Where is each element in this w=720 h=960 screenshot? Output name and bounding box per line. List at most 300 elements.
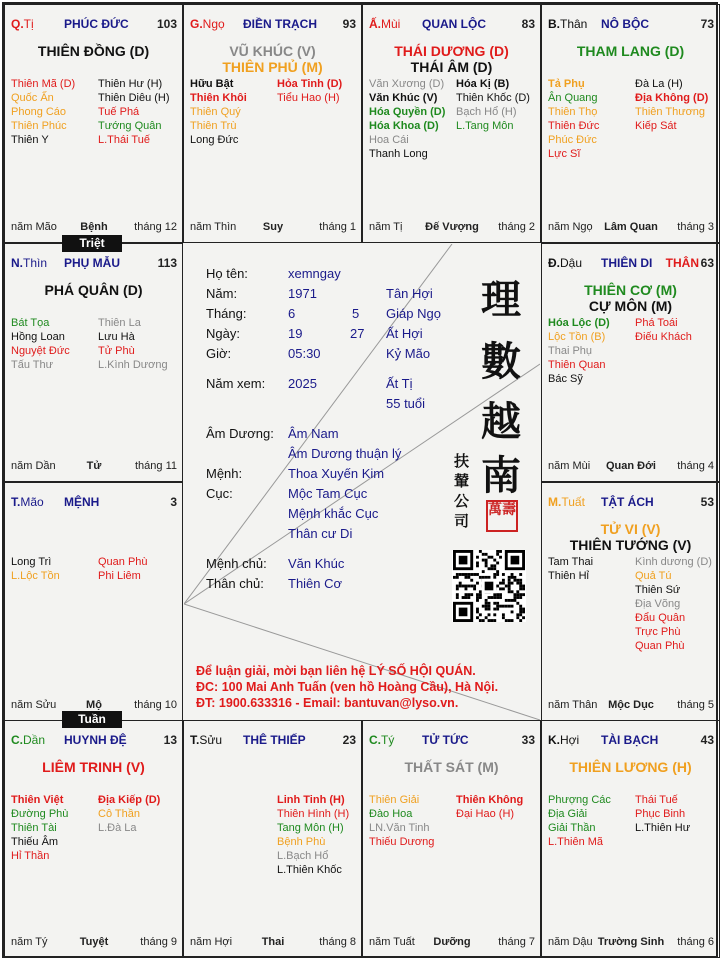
major-star: VŨ KHÚC (V): [229, 43, 316, 59]
minor-star: Thiên Không: [456, 794, 524, 806]
palace-month: tháng 2: [498, 221, 535, 233]
minor-star: Hóa Khoa (D): [369, 120, 439, 132]
palace-header: [369, 733, 535, 749]
minor-star: Bệnh Phù: [277, 836, 326, 848]
palace-name: QUAN LỘC: [422, 17, 486, 31]
palace-header: [548, 733, 714, 749]
palace-footer: [190, 221, 356, 235]
palace-year: năm Thìn: [190, 221, 237, 233]
palace-footer: [11, 460, 177, 474]
earthly-branch: Thìn: [23, 256, 48, 270]
yin-yang-label: Âm Dương:: [206, 426, 274, 441]
view-year-label: Năm xem:: [206, 376, 266, 391]
body-lord-value: Thiên Cơ: [288, 576, 343, 591]
minor-star: Hóa Kị (B): [456, 78, 510, 90]
horoscope-chart: [2, 2, 718, 958]
palace-month: tháng 4: [677, 460, 714, 472]
palace-name: HUYNH ĐỆ: [64, 733, 127, 747]
earthly-branch: Tuất: [561, 495, 585, 509]
minor-star: Điếu Khách: [635, 331, 692, 343]
minor-star: Thiên Hư (H): [98, 78, 163, 90]
heavenly-stem: C.: [369, 733, 381, 747]
minor-star: L.Thiên Hư: [635, 822, 691, 834]
minor-star: L.Bạch Hổ: [277, 850, 329, 862]
earthly-branch: Mão: [20, 495, 44, 509]
earthly-branch: Mùi: [381, 17, 401, 31]
major-star: THIÊN TƯỚNG (V): [569, 537, 692, 553]
life-phase: Lâm Quan: [604, 221, 658, 233]
palace-footer: [11, 221, 177, 235]
minor-star: Văn Xương (D): [369, 78, 445, 90]
minor-star: L.Lộc Tồn: [11, 570, 60, 582]
major-star: CỰ MÔN (M): [588, 298, 673, 314]
minor-star: Hóa Lộc (D): [548, 317, 610, 329]
destiny-lord-value: Văn Khúc: [288, 556, 345, 571]
minor-star: L.Thiên Mã: [548, 836, 604, 848]
major-star: THIÊN CƠ (M): [584, 282, 677, 298]
month-solar: 6: [288, 306, 296, 321]
minor-star: Phi Liêm: [98, 570, 141, 582]
month-lunar: Giáp Ngọ: [386, 306, 441, 321]
palace-header: [548, 17, 714, 33]
minor-star: Hỉ Thần: [11, 850, 50, 862]
palace-name: TẬT ÁCH: [601, 495, 654, 509]
minor-star: Thiên Hỉ: [548, 570, 589, 582]
minor-star: Địa Võng: [635, 598, 681, 610]
day-label: Ngày:: [206, 326, 240, 341]
palace-age-number: 53: [700, 495, 714, 509]
minor-stars-right: [635, 77, 708, 133]
palace-age-number: 73: [700, 17, 714, 31]
palace-year: năm Tý: [11, 936, 48, 948]
life-phase: Tuyệt: [79, 936, 109, 948]
earthly-branch: Tị: [23, 17, 34, 31]
bureau-label: Cục:: [206, 486, 233, 501]
bureau-value: Mộc Tam Cục: [288, 486, 368, 501]
palace-dau[interactable]: [541, 243, 720, 482]
minor-star: Nguyệt Đức: [11, 345, 70, 357]
palace-age-number: 43: [700, 733, 714, 747]
triet-tag: Triệt: [62, 235, 122, 252]
minor-star: Đẩu Quân: [635, 612, 686, 624]
major-star: THIÊN ĐỒNG (D): [37, 43, 150, 59]
minor-stars-left: [11, 77, 75, 147]
palace-hoi[interactable]: [541, 720, 720, 958]
minor-star: Tiểu Hao (H): [277, 92, 340, 104]
palace-footer: [548, 699, 714, 713]
palace-age-number: 63: [700, 256, 714, 270]
palace-age-number: 83: [521, 17, 535, 31]
minor-star: Văn Khúc (V): [369, 92, 438, 104]
minor-star: Kình dương (D): [635, 556, 712, 568]
palace-header: [190, 733, 356, 749]
minor-star: Long Đức: [190, 134, 239, 146]
minor-star: Quan Phù: [635, 640, 685, 652]
major-star: THẤT SÁT (M): [404, 759, 499, 775]
minor-stars-right: [635, 793, 690, 835]
heavenly-stem: Ấ.: [369, 17, 381, 31]
minor-star: Thiên Diêu (H): [98, 92, 170, 104]
minor-star: Giải Thần: [548, 822, 596, 834]
minor-star: Bát Tọa: [11, 317, 50, 329]
minor-star: Địa Giải: [548, 808, 588, 820]
hour-lunar: Kỷ Mão: [386, 346, 431, 361]
minor-stars-right: [635, 555, 712, 653]
palace-year: năm Dần: [11, 460, 56, 472]
palace-header: [11, 495, 177, 511]
body-lord-label: Thân chủ:: [206, 576, 264, 591]
minor-star: L.Kình Dương: [98, 359, 168, 371]
palace-header: [190, 17, 356, 33]
day-lunar: Ất Hợi: [386, 326, 423, 341]
age-value: 55 tuổi: [386, 396, 426, 411]
minor-star: Bác Sỹ: [548, 373, 583, 385]
minor-star: Tuế Phá: [98, 106, 140, 118]
minor-stars-left: [369, 77, 445, 161]
minor-star: Thiên Quan: [548, 359, 606, 371]
minor-star: Hoa Cái: [369, 134, 409, 146]
red-seal-stamp: 萬壽: [486, 500, 518, 532]
palace-name: TÀI BẠCH: [601, 733, 659, 747]
minor-star: Đào Hoa: [369, 808, 413, 820]
minor-star: Thiên Y: [11, 134, 49, 146]
minor-star: Tử Phù: [98, 345, 135, 357]
minor-star: Hỏa Tinh (D): [277, 78, 343, 90]
minor-star: Quả Tú: [635, 570, 672, 582]
palace-month: tháng 3: [677, 221, 714, 233]
palace-thin[interactable]: [4, 243, 183, 482]
month-lunar-number: 5: [352, 306, 360, 321]
minor-star: Thanh Long: [369, 148, 428, 160]
palace-year: năm Ngọ: [548, 221, 593, 233]
minor-star: Thiên Mã (D): [11, 78, 76, 90]
minor-star: Lưu Hà: [98, 331, 135, 343]
palace-stem-branch: [369, 733, 394, 747]
minor-stars-right: [456, 77, 530, 133]
major-star: THÁI DƯƠNG (D): [394, 43, 509, 59]
earthly-branch: Tý: [381, 733, 395, 747]
palace-name: THÊ THIẾP: [243, 733, 306, 747]
palace-year: năm Sửu: [11, 699, 57, 711]
year-solar: 1971: [288, 286, 317, 301]
minor-stars-right: [277, 793, 349, 877]
palace-header: [11, 733, 177, 749]
side-calligraphy-3: 公: [454, 492, 470, 510]
minor-star: Ân Quang: [548, 92, 598, 104]
month-label: Tháng:: [206, 306, 247, 321]
life-phase: Dưỡng: [433, 936, 471, 948]
minor-star: Tả Phụ: [548, 78, 585, 90]
minor-star: Phục Binh: [635, 808, 686, 820]
palace-month: tháng 5: [677, 699, 714, 711]
palace-age-number: 3: [170, 495, 177, 509]
phone-email-note: ĐT: 1900.633316 - Email: bantuvan@lyso.vn.: [196, 696, 459, 710]
palace-mao[interactable]: [4, 482, 183, 721]
hour-label: Giờ:: [206, 346, 232, 361]
palace-year: năm Tị: [369, 221, 403, 233]
side-calligraphy-4: 司: [454, 512, 470, 530]
day-solar: 19: [288, 326, 303, 341]
major-star: TỬ VI (V): [600, 521, 661, 537]
heavenly-stem: Q.: [11, 17, 24, 31]
minor-star: Hữu Bật: [190, 78, 234, 90]
destiny-label: Mệnh:: [206, 466, 243, 481]
minor-star: Thai Phụ: [548, 345, 593, 357]
minor-star: Đại Hao (H): [456, 808, 515, 820]
palace-year: năm Hợi: [190, 936, 233, 948]
minor-stars-left: [548, 316, 610, 386]
calligraphy-char-3: 越: [481, 398, 521, 445]
calligraphy-char-1: 理: [481, 276, 521, 323]
palace-age-number: 93: [342, 17, 356, 31]
qr-code-icon[interactable]: [452, 550, 526, 622]
minor-star: Hóa Quyền (D): [369, 106, 446, 118]
minor-star: Thiên Đức: [548, 120, 600, 132]
minor-star: Thiên Giải: [369, 794, 420, 806]
minor-star: Thiên Việt: [11, 794, 64, 806]
minor-star: L.Thiên Khốc: [277, 864, 342, 876]
palace-name: THIÊN DI: [601, 256, 653, 270]
minor-star: Bạch Hổ (H): [456, 106, 517, 118]
body-location: Thân cư Di: [288, 526, 353, 541]
calligraphy-char-2: 數: [481, 338, 521, 385]
minor-stars-right: [98, 316, 168, 372]
palace-header: [11, 17, 177, 33]
earthly-branch: Thân: [560, 17, 588, 31]
palace-footer: [11, 936, 177, 950]
minor-star: Thiên Thọ: [548, 106, 598, 118]
heavenly-stem: T.: [11, 495, 21, 509]
view-year-lunar: Ất Tị: [386, 376, 413, 391]
heavenly-stem: C.: [11, 733, 23, 747]
palace-month: tháng 12: [134, 221, 177, 233]
side-calligraphy-2: 輦: [454, 472, 470, 490]
minor-star: Long Trì: [11, 556, 52, 568]
palace-stem-branch: [548, 256, 582, 270]
palace-tuat[interactable]: [541, 482, 720, 721]
palace-month: tháng 6: [677, 936, 714, 948]
view-year-value: 2025: [288, 376, 317, 391]
palace-year: năm Mão: [11, 221, 57, 233]
life-phase: Thai: [261, 936, 285, 948]
palace-month: tháng 8: [319, 936, 356, 948]
heavenly-stem: M.: [548, 495, 562, 509]
palace-name: PHÚC ĐỨC: [64, 17, 129, 31]
palace-month: tháng 10: [134, 699, 177, 711]
palace-stem-branch: [11, 256, 47, 270]
life-phase: Mộc Dục: [608, 699, 654, 711]
palace-footer: [369, 221, 535, 235]
palace-stem-branch: [11, 17, 34, 31]
minor-star: Thiên Thương: [635, 106, 706, 118]
palace-than[interactable]: [541, 4, 720, 243]
palace-header: [11, 256, 177, 272]
minor-star: Trực Phù: [635, 626, 681, 638]
side-calligraphy-1: 扶: [454, 452, 470, 470]
minor-star: Phong Cáo: [11, 106, 67, 118]
minor-star: L.Thái Tuế: [98, 134, 150, 146]
minor-star: Linh Tinh (H): [277, 794, 345, 806]
palace-year: năm Thân: [548, 699, 598, 711]
palace-month: tháng 1: [319, 221, 356, 233]
minor-star: L.Tang Môn: [456, 120, 514, 132]
palace-stem-branch: [548, 733, 579, 747]
minor-star: Cô Thần: [98, 808, 140, 820]
palace-dan[interactable]: [4, 720, 183, 958]
palace-month: tháng 11: [134, 460, 177, 472]
minor-star: L.Đà La: [98, 822, 137, 834]
palace-year: năm Tuất: [369, 936, 415, 948]
palace-header: [369, 17, 535, 33]
minor-stars-right: [635, 316, 692, 344]
minor-star: Lực Sĩ: [548, 148, 581, 160]
minor-star: Tấu Thư: [11, 359, 54, 371]
year-lunar: Tân Hợi: [386, 286, 433, 301]
palace-name: ĐIỀN TRẠCH: [243, 17, 317, 31]
minor-stars-right: [456, 793, 523, 821]
life-phase: Mộ: [86, 699, 102, 711]
palace-month: tháng 7: [498, 936, 535, 948]
palace-ty-bottom[interactable]: [362, 720, 541, 958]
palace-stem-branch: [369, 17, 400, 31]
life-phase: Bệnh: [80, 221, 108, 233]
yin-yang-note: Âm Dương thuận lý: [288, 446, 402, 461]
major-star: THIÊN LƯƠNG (H): [569, 759, 692, 775]
body-palace-marker: THÂN: [665, 256, 699, 270]
center-info-panel: [184, 244, 540, 720]
life-phase: Quan Đới: [606, 460, 656, 472]
minor-star: Thiếu Dương: [369, 836, 435, 848]
bureau-relation: Mệnh khắc Cục: [288, 506, 379, 521]
palace-suu[interactable]: [183, 720, 362, 958]
palace-ty-top[interactable]: [4, 4, 183, 243]
palace-stem-branch: [11, 733, 45, 747]
palace-footer: [369, 936, 535, 950]
palace-mui[interactable]: [362, 4, 541, 243]
minor-star: Thiếu Âm: [11, 836, 59, 848]
minor-star: Thiên Tài: [11, 822, 57, 834]
minor-stars-left: [548, 793, 611, 849]
palace-year: năm Dậu: [548, 936, 593, 948]
earthly-branch: Sửu: [199, 733, 223, 747]
palace-footer: [190, 936, 356, 950]
heavenly-stem: T.: [190, 733, 200, 747]
palace-stem-branch: [190, 733, 222, 747]
destiny-value: Thoa Xuyến Kim: [288, 466, 385, 481]
palace-name: TỬ TỨC: [422, 733, 469, 747]
heavenly-stem: K.: [548, 733, 560, 747]
minor-stars-left: [190, 77, 247, 147]
minor-star: Thiên Sứ: [635, 584, 681, 596]
palace-stem-branch: [190, 17, 225, 31]
year-label: Năm:: [206, 286, 238, 301]
address-note: ĐC: 100 Mai Anh Tuấn (ven hồ Hoàng Cầu), Hà Nội.: [196, 680, 499, 694]
minor-stars-right: [98, 793, 160, 835]
heavenly-stem: N.: [11, 256, 23, 270]
minor-star: Thiên La: [98, 317, 141, 329]
palace-stem-branch: [548, 495, 585, 509]
hour-value: 05:30: [288, 346, 321, 361]
palace-age-number: 23: [342, 733, 356, 747]
palace-footer: [548, 936, 714, 950]
minor-stars-right: [277, 77, 342, 105]
palace-ngo[interactable]: [183, 4, 362, 243]
minor-star: Kiếp Sát: [635, 120, 677, 132]
palace-name: MỆNH: [64, 495, 100, 509]
minor-star: Thiên Khôi: [190, 92, 247, 104]
earthly-branch: Ngọ: [202, 17, 225, 31]
life-phase: Đế Vượng: [425, 221, 479, 233]
palace-name: NÔ BỘC: [601, 17, 649, 31]
life-phase: Suy: [262, 221, 284, 233]
minor-stars-left: [11, 555, 60, 583]
tuan-tag: Tuần: [62, 711, 122, 728]
palace-stem-branch: [548, 17, 587, 31]
palace-name: PHỤ MẪU: [64, 256, 120, 270]
minor-star: Lộc Tồn (B): [548, 331, 606, 343]
minor-star: Địa Không (D): [635, 92, 709, 104]
palace-footer: [548, 221, 714, 235]
calligraphy-char-4: 南: [481, 452, 521, 499]
major-star: THÁI ÂM (D): [410, 59, 493, 75]
minor-stars-left: [369, 793, 434, 849]
major-star: THAM LANG (D): [576, 43, 685, 59]
minor-star: Phượng Các: [548, 794, 611, 806]
palace-age-number: 13: [163, 733, 177, 747]
minor-star: Tam Thai: [548, 556, 594, 568]
minor-star: Hồng Loan: [11, 331, 65, 343]
minor-stars-left: [548, 77, 599, 161]
minor-star: Quan Phù: [98, 556, 148, 568]
palace-age-number: 33: [521, 733, 535, 747]
name-value: xemngay: [288, 266, 341, 281]
minor-star: Đà La (H): [635, 78, 683, 90]
name-label: Họ tên:: [206, 266, 248, 281]
minor-star: Quốc Ấn: [11, 92, 54, 104]
minor-star: Tang Môn (H): [277, 822, 344, 834]
major-star: LIÊM TRINH (V): [42, 759, 145, 775]
minor-stars-left: [548, 555, 593, 583]
minor-star: Tướng Quân: [98, 120, 162, 132]
major-star: THIÊN PHỦ (M): [222, 59, 323, 75]
minor-star: Thiên Hình (H): [277, 808, 350, 820]
earthly-branch: Dậu: [560, 256, 583, 270]
life-phase: Tử: [86, 460, 102, 472]
destiny-lord-label: Mệnh chủ:: [206, 556, 267, 571]
major-star: PHÁ QUÂN (D): [44, 282, 143, 298]
minor-star: Phúc Đức: [548, 134, 597, 146]
minor-star: LN.Văn Tinh: [369, 822, 430, 834]
palace-header: [548, 256, 714, 272]
palace-age-number: 103: [156, 17, 177, 31]
minor-stars-left: [11, 793, 68, 863]
minor-star: Thiên Khốc (D): [456, 92, 530, 104]
palace-year: năm Mùi: [548, 460, 591, 472]
yin-yang-value: Âm Nam: [288, 426, 339, 441]
minor-star: Thiên Trù: [190, 120, 237, 132]
earthly-branch: Dần: [23, 733, 46, 747]
minor-stars-left: [11, 316, 70, 372]
minor-star: Đường Phù: [11, 808, 69, 820]
palace-stem-branch: [11, 495, 44, 509]
minor-star: Địa Kiếp (D): [98, 794, 161, 806]
life-phase: Trường Sinh: [597, 936, 665, 948]
minor-stars-right: [98, 77, 170, 147]
heavenly-stem: G.: [190, 17, 203, 31]
heavenly-stem: B.: [548, 17, 560, 31]
palace-age-number: 113: [157, 256, 177, 270]
palace-header: [548, 495, 714, 511]
